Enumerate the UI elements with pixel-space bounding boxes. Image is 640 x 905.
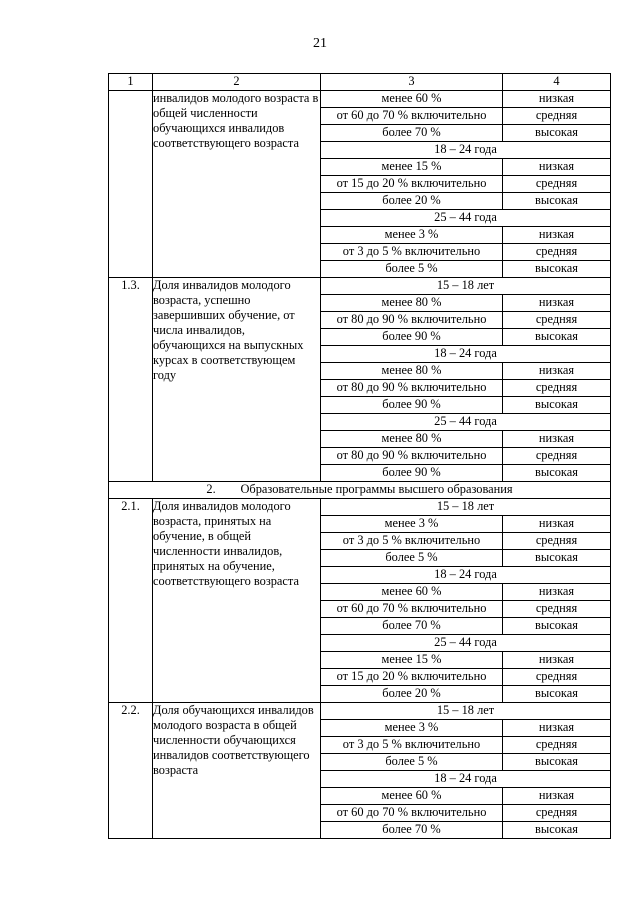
rating-level: высокая	[503, 618, 611, 635]
rating-level: низкая	[503, 91, 611, 108]
age-band: 25 – 44 года	[321, 210, 611, 227]
indicator-number	[109, 91, 153, 278]
threshold-value: от 60 до 70 % включительно	[321, 805, 503, 822]
table-row	[109, 91, 611, 108]
table-row	[109, 703, 611, 720]
table-row	[109, 278, 611, 295]
header-row	[109, 74, 611, 91]
threshold-value: от 60 до 70 % включительно	[321, 108, 503, 125]
indicator-description: Доля обучающихся инвалидов молодого возраста в общей численности обучающихся инвалидов соответствующего возраста	[153, 703, 321, 839]
indicator-number: 2.2.	[109, 703, 153, 839]
rating-level: низкая	[503, 159, 611, 176]
threshold-value: от 80 до 90 % включительно	[321, 380, 503, 397]
criteria-table	[108, 73, 611, 839]
threshold-value: менее 15 %	[321, 159, 503, 176]
rating-level: высокая	[503, 754, 611, 771]
rating-level: низкая	[503, 227, 611, 244]
threshold-value: более 90 %	[321, 397, 503, 414]
rating-level: высокая	[503, 125, 611, 142]
threshold-value: менее 80 %	[321, 363, 503, 380]
rating-level: низкая	[503, 431, 611, 448]
header-cell-1: 1	[109, 74, 153, 91]
age-band: 18 – 24 года	[321, 771, 611, 788]
rating-level: низкая	[503, 652, 611, 669]
age-band: 25 – 44 года	[321, 414, 611, 431]
indicator-description: Доля инвалидов молодого возраста, успешно завершивших обучение, от числа инвалидов, обучающихся на выпускных курсах в соответствующем году	[153, 278, 321, 482]
threshold-value: менее 80 %	[321, 431, 503, 448]
age-band: 18 – 24 года	[321, 567, 611, 584]
rating-level: низкая	[503, 720, 611, 737]
threshold-value: менее 60 %	[321, 788, 503, 805]
rating-level: низкая	[503, 295, 611, 312]
threshold-value: более 5 %	[321, 754, 503, 771]
rating-level: средняя	[503, 805, 611, 822]
rating-level: средняя	[503, 108, 611, 125]
rating-level: низкая	[503, 584, 611, 601]
threshold-value: более 5 %	[321, 261, 503, 278]
threshold-value: от 80 до 90 % включительно	[321, 448, 503, 465]
rating-level: высокая	[503, 686, 611, 703]
threshold-value: менее 3 %	[321, 720, 503, 737]
header-cell-3: 3	[321, 74, 503, 91]
rating-level: высокая	[503, 193, 611, 210]
threshold-value: от 15 до 20 % включительно	[321, 176, 503, 193]
threshold-value: от 60 до 70 % включительно	[321, 601, 503, 618]
rating-level: низкая	[503, 788, 611, 805]
rating-level: высокая	[503, 822, 611, 839]
threshold-value: менее 60 %	[321, 91, 503, 108]
indicator-number: 1.3.	[109, 278, 153, 482]
threshold-value: менее 80 %	[321, 295, 503, 312]
threshold-value: более 90 %	[321, 329, 503, 346]
threshold-value: от 3 до 5 % включительно	[321, 244, 503, 261]
age-band: 18 – 24 года	[321, 346, 611, 363]
section-row	[109, 482, 611, 499]
indicator-description: инвалидов молодого возраста в общей численности обучающихся инвалидов соответствующего возраста	[153, 91, 321, 278]
age-band: 15 – 18 лет	[321, 499, 611, 516]
rating-level: средняя	[503, 601, 611, 618]
rating-level: высокая	[503, 550, 611, 567]
rating-level: средняя	[503, 312, 611, 329]
indicator-description: Доля инвалидов молодого возраста, принятых на обучение, в общей численности инвалидов, принятых на обучение, соответствующего возраста	[153, 499, 321, 703]
threshold-value: от 3 до 5 % включительно	[321, 533, 503, 550]
table-row	[109, 499, 611, 516]
threshold-value: более 90 %	[321, 465, 503, 482]
rating-level: низкая	[503, 363, 611, 380]
threshold-value: от 3 до 5 % включительно	[321, 737, 503, 754]
threshold-value: более 70 %	[321, 822, 503, 839]
threshold-value: более 20 %	[321, 193, 503, 210]
rating-level: средняя	[503, 669, 611, 686]
threshold-value: менее 15 %	[321, 652, 503, 669]
threshold-value: более 70 %	[321, 125, 503, 142]
threshold-value: более 70 %	[321, 618, 503, 635]
age-band: 15 – 18 лет	[321, 278, 611, 295]
rating-level: средняя	[503, 448, 611, 465]
rating-level: высокая	[503, 329, 611, 346]
rating-level: высокая	[503, 261, 611, 278]
rating-level: средняя	[503, 380, 611, 397]
threshold-value: менее 3 %	[321, 516, 503, 533]
section-title: 2. Образовательные программы высшего образования	[109, 482, 611, 499]
threshold-value: менее 3 %	[321, 227, 503, 244]
header-cell-4: 4	[503, 74, 611, 91]
threshold-value: от 80 до 90 % включительно	[321, 312, 503, 329]
age-band: 15 – 18 лет	[321, 703, 611, 720]
header-cell-2: 2	[153, 74, 321, 91]
page-number: 21	[313, 36, 327, 51]
rating-level: средняя	[503, 244, 611, 261]
indicator-number: 2.1.	[109, 499, 153, 703]
rating-level: средняя	[503, 176, 611, 193]
threshold-value: менее 60 %	[321, 584, 503, 601]
rating-level: средняя	[503, 737, 611, 754]
rating-level: низкая	[503, 516, 611, 533]
rating-level: средняя	[503, 533, 611, 550]
age-band: 25 – 44 года	[321, 635, 611, 652]
rating-level: высокая	[503, 397, 611, 414]
threshold-value: более 20 %	[321, 686, 503, 703]
age-band: 18 – 24 года	[321, 142, 611, 159]
threshold-value: от 15 до 20 % включительно	[321, 669, 503, 686]
table-body	[109, 74, 611, 839]
threshold-value: более 5 %	[321, 550, 503, 567]
rating-level: высокая	[503, 465, 611, 482]
